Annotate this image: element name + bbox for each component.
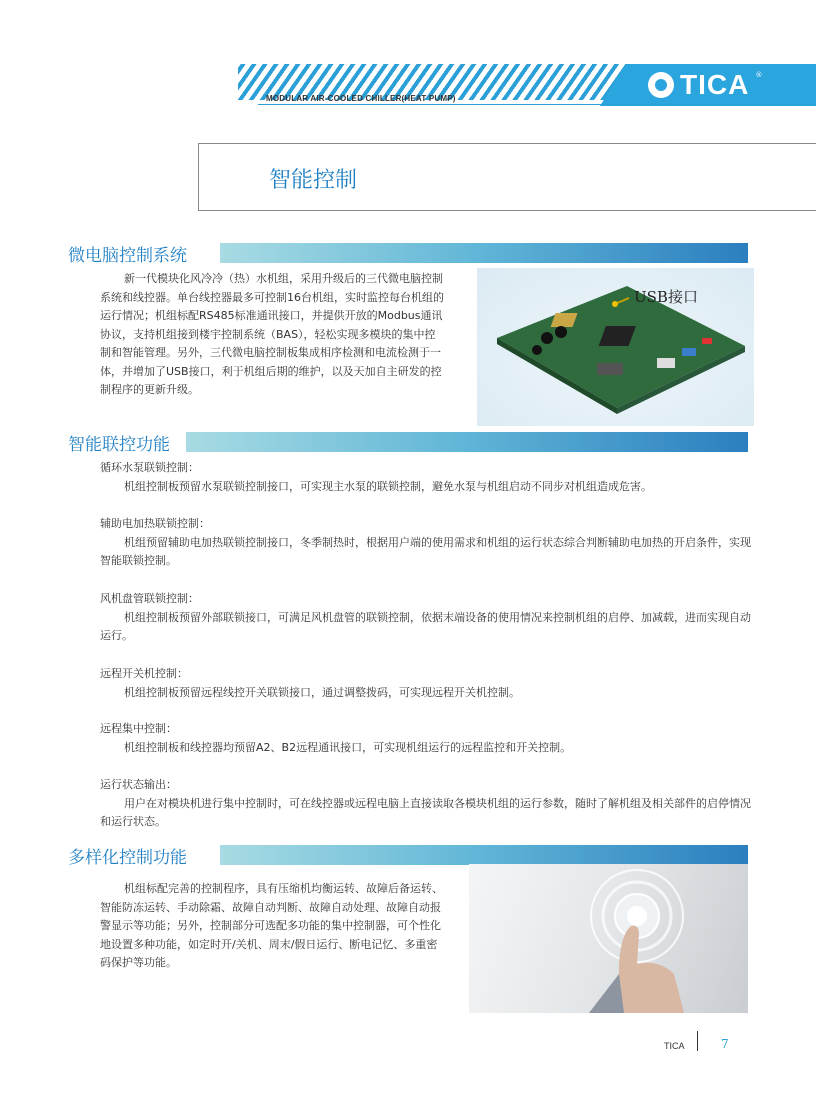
item-title: 风机盘管联锁控制： bbox=[100, 592, 199, 605]
usb-port-label: USB接口 bbox=[634, 288, 698, 306]
touch-rings-illustration bbox=[469, 864, 748, 1013]
logo-mark-icon bbox=[648, 72, 674, 98]
header-subtitle: MODULAR AIR-COOLED CHILLER(HEAT PUMP) bbox=[266, 94, 456, 103]
interlock-item-heater bbox=[100, 515, 752, 571]
interlock-item-status-output bbox=[100, 776, 752, 832]
section-bar bbox=[220, 845, 748, 865]
page-title: 智能控制 bbox=[269, 168, 358, 193]
section-title: 多样化控制功能 bbox=[68, 848, 187, 868]
item-title: 辅助电加热联锁控制： bbox=[100, 517, 210, 530]
logo-text: TICA bbox=[680, 69, 750, 100]
interlock-item-fancoil bbox=[100, 590, 752, 646]
item-body: 机组控制板和线控器均预留A2、B2远程通讯接口，可实现机组运行的远程监控和开关控制。 bbox=[124, 740, 572, 754]
interlock-item-remote-switch bbox=[100, 665, 752, 702]
item-title: 运行状态输出： bbox=[100, 778, 177, 791]
section-title: 微电脑控制系统 bbox=[68, 246, 187, 266]
control-board-image bbox=[477, 268, 754, 426]
item-title: 循环水泵联锁控制： bbox=[100, 461, 199, 474]
registered-mark: ® bbox=[755, 71, 763, 79]
touch-interface-image bbox=[469, 864, 748, 1013]
page-number: 7 bbox=[721, 1037, 729, 1051]
item-body: 机组控制板预留水泵联锁控制接口，可实现主水泵的联锁控制，避免水泵与机组启动不同步对机组造成危害。 bbox=[124, 479, 652, 493]
item-title: 远程开关机控制： bbox=[100, 667, 188, 680]
item-body: 机组控制板预留外部联锁接口，可满足风机盘管的联锁控制，依据末端设备的使用情况来控制机组的启停、加减载，进而实现自动运行。 bbox=[100, 610, 751, 642]
section1-body bbox=[100, 270, 444, 400]
header-rule bbox=[258, 104, 816, 105]
section3-paragraph: 机组标配完善的控制程序，具有压缩机均衡运转、故障后备运转、智能防冻运转、手动除霜、故障自动判断、故障自动处理、故障自动报警显示等功能；另外，控制部分可选配多功能的集中控制器，可个性化地设置多种功能，如定时开/关机、周末/假日运行、断电记忆、多重密码保护等功能。 bbox=[100, 882, 443, 969]
footer-brand: TICA bbox=[664, 1041, 685, 1051]
circuit-board-illustration bbox=[477, 268, 754, 426]
item-body: 用户在对模块机进行集中控制时，可在线控器或远程电脑上直接读取各模块机组的运行参数，随时了解机组及相关部件的启停情况和运行状态。 bbox=[100, 796, 751, 828]
item-body: 机组控制板预留远程线控开关联锁接口，通过调整拨码，可实现远程开关机控制。 bbox=[124, 685, 520, 699]
section-title: 智能联控功能 bbox=[68, 435, 170, 455]
item-title: 远程集中控制： bbox=[100, 722, 177, 735]
tica-logo bbox=[648, 68, 762, 102]
interlock-item-pump bbox=[100, 459, 752, 496]
section-bar bbox=[186, 432, 748, 452]
page-title-box bbox=[198, 143, 816, 211]
interlock-item-remote-central bbox=[100, 720, 752, 757]
item-body: 机组预留辅助电加热联锁控制接口，冬季制热时，根据用户端的使用需求和机组的运行状态综合判断辅助电加热的开启条件，实现智能联锁控制。 bbox=[100, 535, 751, 567]
section-bar bbox=[220, 243, 748, 263]
section1-paragraph: 新一代模块化风冷冷（热）水机组，采用升级后的三代微电脑控制系统和线控器。单台线控器最多可控制16台机组，实时监控每台机组的运行情况；机组标配RS485标准通讯接口，并提供开放的Modbus通讯协议，支持机组接到楼宇控制系统（BAS），轻松实现多模块的集中控制和智能管理。另外，三代微电脑控制板集成相序检测和电流检测于一体，并增加了USB接口，利于机组后期的维护，以及天加自主研发的控制程序的更新升级。 bbox=[100, 272, 444, 396]
section3-body bbox=[100, 880, 444, 973]
footer-divider bbox=[697, 1031, 698, 1051]
